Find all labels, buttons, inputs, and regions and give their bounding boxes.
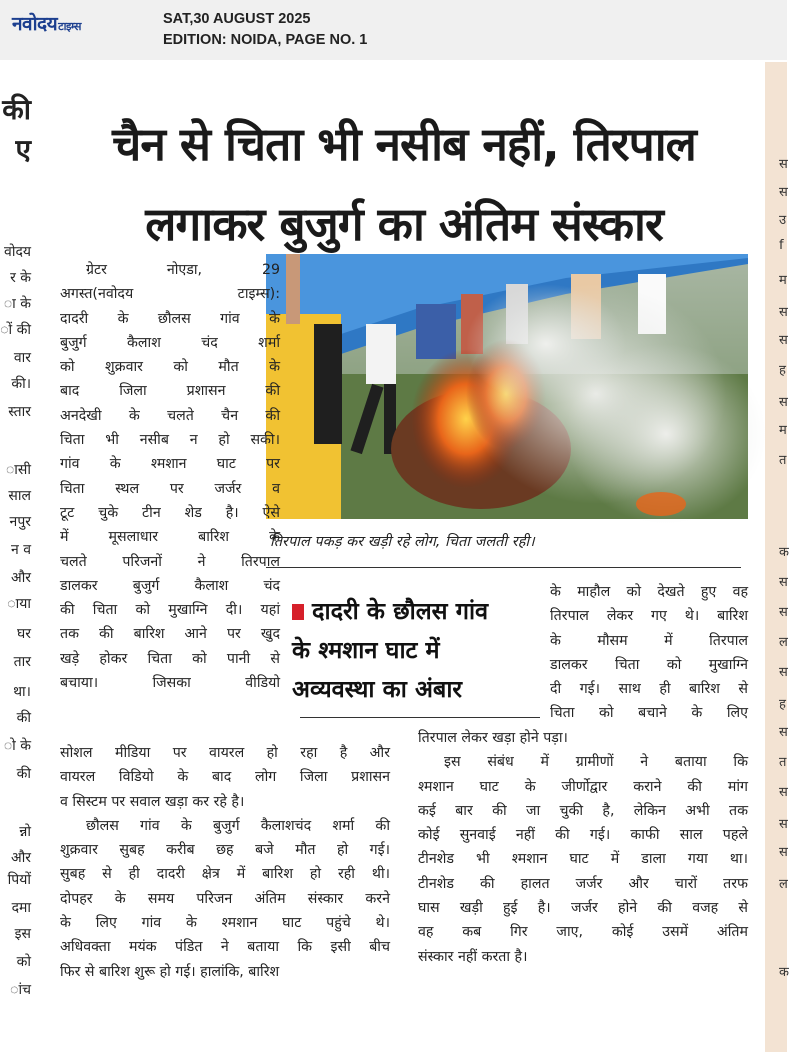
article-line: के माहौल को देखते हुए वह — [550, 584, 748, 600]
article-line: टीनशेड की हालत जर्जर और चारों तरफ — [418, 875, 748, 892]
right-fragment-char: स — [779, 395, 788, 410]
left-fragment-line: ाया — [7, 596, 31, 612]
left-fragment-line: र के — [10, 270, 31, 286]
edition-info — [163, 9, 367, 51]
right-fragment-char: स — [779, 605, 788, 620]
left-fragment-line: को — [16, 954, 31, 970]
right-fragment-char: ल — [779, 635, 788, 650]
date-line: SAT,30 AUGUST 2025 — [163, 11, 311, 27]
article-line: तिरपाल लेकर गए थे। बारिश — [550, 608, 748, 625]
pull-quote-underline — [300, 717, 540, 718]
right-fragment-char: स — [779, 785, 788, 800]
photo-caption: तिरपाल पकड़ कर खड़ी रहे लोग, चिता जलती रही। — [270, 534, 535, 550]
article-photo — [266, 254, 748, 519]
adjacent-article-left-fragment — [0, 62, 33, 1052]
article-line: को शुक्रवार को मौत के — [60, 359, 280, 376]
article-line: के लिए गांव के श्मशान घाट पहुंचे थे। — [60, 915, 390, 932]
right-fragment-char: स — [779, 305, 788, 320]
caption-divider — [266, 567, 741, 568]
left-fragment-line: की — [16, 766, 31, 782]
article-line: डालकर बुजुर्ग कैलाश चंद — [60, 577, 280, 594]
article-line: वायरल विडियो के बाद लोग जिला प्रशासन — [60, 769, 390, 786]
right-fragment-char: स — [779, 665, 788, 680]
article-line: बचाया। जिसका वीडियो — [60, 675, 280, 692]
left-fragment-line: ो के — [3, 738, 31, 754]
edition-line: EDITION: NOIDA, PAGE NO. 1 — [163, 32, 368, 48]
article-headline — [48, 104, 760, 264]
right-fragment-char: f — [779, 238, 784, 253]
article-line: चिता स्थल पर जर्जर व — [60, 480, 280, 497]
article-line: कई बार की जा चुकी है, लेकिन अभी तक — [418, 802, 748, 819]
article-line: श्मशान घाट के जीर्णोद्वार कराने की मांग — [418, 778, 748, 795]
right-fragment-char: ह — [779, 697, 786, 712]
right-fragment-char: त — [779, 453, 787, 468]
left-fragment-line: साल — [8, 488, 31, 504]
right-fragment-char: उ — [779, 213, 787, 228]
article-line: चलते परिजनों ने तिरपाल — [60, 553, 280, 570]
logo-main-text: नवोदय — [12, 13, 58, 35]
left-fragment-line: की — [16, 710, 31, 726]
article-line: संस्कार नहीं करता है। — [418, 948, 528, 965]
article-line: घास खड़ी हुई है। जर्जर होने की वजह से — [418, 900, 748, 917]
newspaper-header — [0, 0, 787, 60]
article-line: टीनशेड भी श्मशान घाट में डाला गया था। — [418, 851, 748, 868]
right-fragment-char: स — [779, 185, 788, 200]
article-line: टूट चुके टीन शेड है। ऐसे — [60, 504, 280, 521]
left-fragment-line: ों की — [0, 322, 31, 338]
article-line: खड़े होकर चिता को पानी से — [60, 650, 280, 667]
article-line: कोई सुनवाई नहीं की गई। काफी साल पहले — [418, 827, 748, 844]
right-fragment-char: स — [779, 575, 788, 590]
article-line: तिरपाल लेकर खड़ा होने पड़ा। — [418, 730, 568, 746]
left-fragment-line: दमा — [11, 900, 31, 916]
left-fragment-line: ा के — [3, 296, 31, 312]
article-line: फिर से बारिश शुरू हो गई। हालांकि, बारिश — [60, 963, 280, 980]
right-fragment-char: स — [779, 725, 788, 740]
logo-sub-text: टाइम्स — [58, 20, 81, 33]
headline-line-2: लगाकर बुजुर्ग का अंतिम संस्कार — [145, 197, 663, 251]
right-fragment-char: स — [779, 157, 788, 172]
right-fragment-char: स — [779, 817, 788, 832]
left-fragment-line: न व — [10, 542, 31, 558]
article-line: अनदेखी के चलते चैन की — [60, 407, 280, 424]
article-line: अधिवक्ता मयंक पंडित ने बताया कि इसी बीच — [60, 939, 390, 956]
article-line: ग्रेटर नोएडा, 29 — [86, 262, 280, 278]
article-column-1 — [60, 258, 280, 695]
article-line: चिता को बचाने के लिए — [550, 705, 748, 722]
right-fragment-char: म — [779, 423, 787, 438]
left-fragment-line: ांच — [10, 982, 31, 998]
article-line: डालकर चिता को मुखाग्नि — [550, 656, 748, 673]
left-fragment-line: न्नो — [19, 824, 31, 840]
left-fragment-line: स्तार — [8, 404, 31, 420]
pull-quote — [292, 592, 542, 709]
right-fragment-char: क — [779, 545, 789, 560]
article-line: शुक्रवार सुबह करीब छह बजे मौत हो गई। — [60, 842, 390, 859]
left-fragment-line: घर — [17, 626, 31, 642]
left-fragment-line: तार — [13, 654, 31, 670]
article-line: इस संबंध में ग्रामीणों ने बताया कि — [444, 754, 748, 771]
right-fragment-char: ल — [779, 877, 788, 892]
article-line: बुजुर्ग कैलाश चंद शर्मा — [60, 334, 280, 351]
pull-quote-line-3: अव्यवस्था का अंबार — [292, 675, 463, 703]
left-fragment-line: और — [10, 850, 31, 866]
left-fragment-line: ासी — [5, 462, 31, 478]
left-fragment-line: की — [2, 93, 31, 126]
left-fragment-line: था। — [13, 684, 31, 700]
article-line: के मौसम में तिरपाल — [550, 632, 748, 649]
article-line: सोशल मीडिया पर वायरल हो रहा है और — [60, 745, 390, 761]
article-line: चिता भी नसीब न हो सकी। — [60, 432, 280, 449]
article-column-1-continued — [60, 741, 390, 984]
right-fragment-char: स — [779, 333, 788, 348]
cremation-photo-illustration — [266, 254, 748, 519]
article-line: अगस्त(नवोदय टाइम्स): — [60, 286, 280, 303]
left-fragment-line: वोदय — [4, 244, 31, 260]
article-line: में मूसलाधार बारिश के — [60, 529, 280, 546]
adjacent-article-right-fragment — [765, 62, 787, 1052]
article-line: बाद जिला प्रशासन की — [60, 383, 280, 400]
left-fragment-line: इस — [14, 926, 31, 942]
article-line: तक की बारिश आने पर खुद — [60, 626, 280, 643]
article-line: सुबह से ही दादरी क्षेत्र में बारिश हो रही थी। — [60, 866, 390, 883]
article-line: गांव के श्मशान घाट पर — [60, 456, 280, 473]
right-fragment-char: स — [779, 845, 788, 860]
left-fragment-line: नपुर — [9, 514, 31, 530]
article-line: वह कब गिर जाए, कोई उसमें अंतिम — [418, 924, 748, 941]
headline-line-1: चैन से चिता भी नसीब नहीं, तिरपाल — [112, 117, 696, 171]
article-line: दादरी के छौलस गांव के — [60, 310, 280, 327]
left-fragment-line: वार — [13, 350, 31, 366]
article-column-3 — [550, 580, 748, 726]
article-line: की चिता को मुखाग्नि दी। यहां — [60, 602, 280, 619]
left-fragment-line: और — [10, 570, 31, 586]
left-fragment-line: ए — [15, 133, 31, 166]
newspaper-clipping — [0, 62, 787, 1052]
right-fragment-char: त — [779, 755, 787, 770]
left-fragment-line: पियों — [7, 872, 31, 888]
article-line: दी गई। साथ ही बारिश से — [550, 681, 748, 698]
right-fragment-char: क — [779, 965, 789, 980]
article-line: दोपहर के समय परिजन अंतिम संस्कार करने — [60, 890, 390, 907]
article-line: व सिस्टम पर सवाल खड़ा कर रहे है। — [60, 793, 245, 810]
pull-quote-line-2: के श्मशान घाट में — [292, 636, 440, 664]
left-fragment-line: की। — [11, 376, 31, 392]
red-square-marker — [292, 604, 304, 620]
right-fragment-char: ह — [779, 363, 786, 378]
newspaper-logo — [12, 10, 81, 36]
right-fragment-char: म — [779, 273, 787, 288]
pull-quote-line-1: दादरी के छौलस गांव — [312, 597, 489, 625]
article-column-3-continued — [418, 726, 748, 969]
article-line: छौलस गांव के बुजुर्ग कैलाशचंद शर्मा की — [86, 817, 390, 834]
